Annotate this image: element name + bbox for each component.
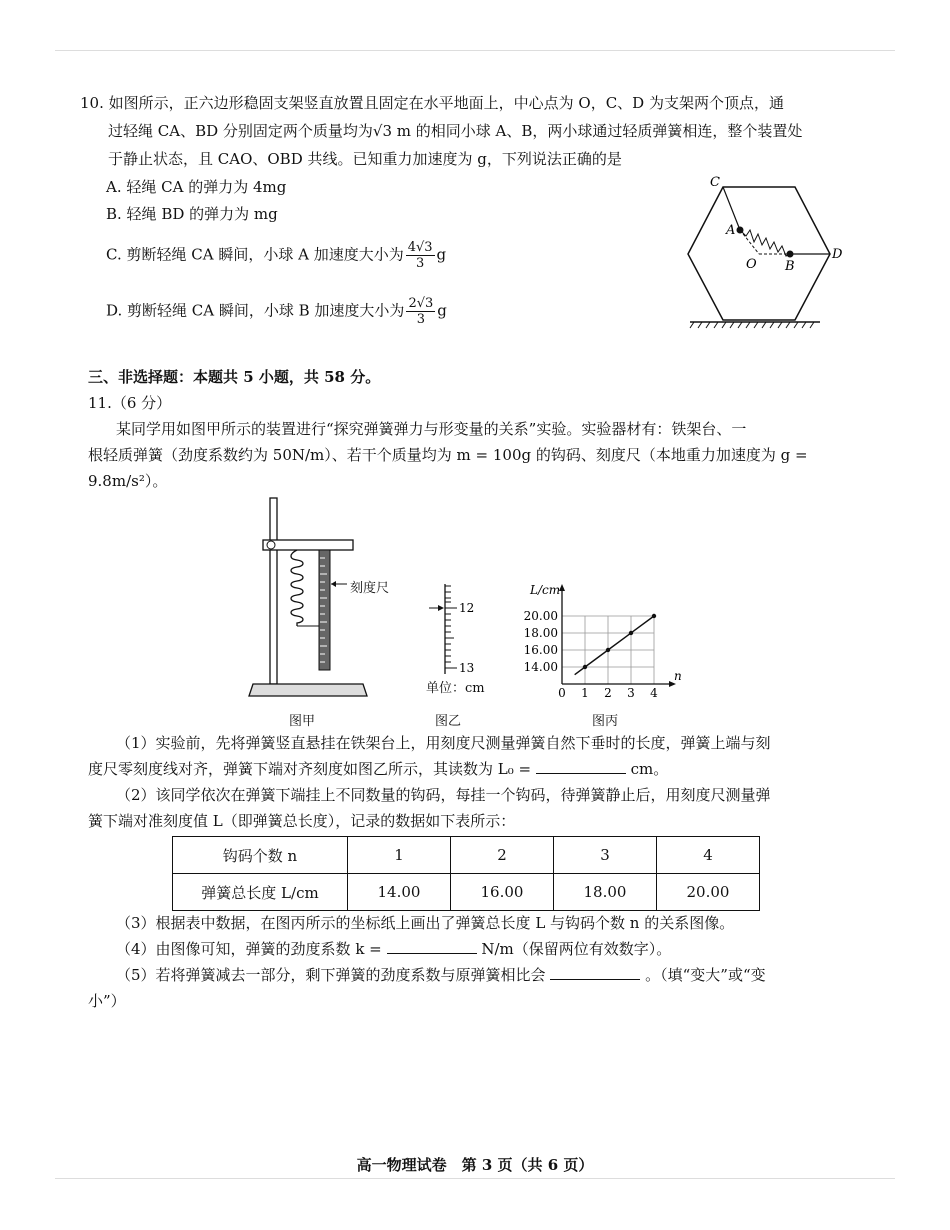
figure-yi-ruler [425,580,485,680]
x-tick-label: 3 [627,686,635,700]
bottom-rule [55,1178,895,1179]
y-tick-label: 16.00 [523,643,558,657]
table-row [173,837,760,874]
data-table [172,836,760,911]
q10-stem-line1: 10. 如图所示，正六边形稳固支架竖直放置且固定在水平地面上，中心点为 O，C、D 为支架两个顶点，通 [80,94,784,112]
q11-part1-text: 度尺零刻度线对齐，弹簧下端对齐刻度如图乙所示，其读数为 L₀ = [88,760,532,778]
table-row [173,874,760,911]
q11-part2-line2: 簧下端对准刻度值 L（即弹簧总长度），记录的数据如下表所示： [88,812,516,830]
q10-option-d-text: D. 剪断轻绳 CA 瞬间，小球 B 加速度大小为 [106,301,405,320]
table-cell: 3 [554,837,657,874]
arrow-icon [438,605,444,611]
q10-option-d-tail: g [437,301,447,320]
tick-13: 13 [459,661,475,675]
answer-blank-l0[interactable] [536,759,626,774]
q11-part5-text: （5）若将弹簧减去一部分，剩下弹簧的劲度系数与原弹簧相比会 [116,966,546,984]
q10-stem-line2: 过轻绳 CA、BD 分别固定两个质量均为√3 m 的相同小球 A、B，两小球通过轻质弹簧相连，整个装置处 [108,122,803,140]
label-o: O [746,257,757,272]
q10-option-c [106,240,446,271]
y-tick-label: 20.00 [523,609,558,623]
stand-rod [270,498,277,684]
figure-yi-unit: 单位：cm [426,681,485,696]
figure-bing-caption: 图丙 [592,714,619,729]
q10-option-d [106,296,447,327]
arrow-icon [331,581,336,587]
label-a: A [726,223,736,238]
table-cell: 14.00 [348,874,451,911]
spring-ab [740,230,790,256]
frac-numerator: 4√3 [407,240,433,255]
row-header-n: 钩码个数 n [173,837,348,874]
q11-part5-line2: 小”） [88,992,126,1010]
table-cell: 4 [657,837,760,874]
q10-option-a: A. 轻绳 CA 的弹力为 4mg [106,178,287,196]
figure-bing-chart [500,580,700,700]
q11-intro-line3: 9.8m/s²）。 [88,472,168,490]
q11-part1-line1: （1）实验前，先将弹簧竖直悬挂在铁架台上，用刻度尺测量弹簧自然下垂时的长度，弹簧上端与刻 [116,734,771,752]
data-point [583,665,587,669]
y-tick-label: 18.00 [523,626,558,640]
figure-jia-caption: 图甲 [289,714,316,729]
table-cell: 1 [348,837,451,874]
q10-option-c-text: C. 剪断轻绳 CA 瞬间，小球 A 加速度大小为 [106,245,404,264]
answer-blank-k[interactable] [387,939,477,954]
label-d: D [832,247,843,262]
q11-part5 [116,964,766,986]
q11-part2-line1: （2）该同学依次在弹簧下端挂上不同数量的钩码，每挂一个钩码，待弹簧静止后，用刻度尺测量弹 [116,786,771,804]
line-ao [740,230,759,254]
q10-option-c-fraction [406,240,435,271]
answer-blank-change[interactable] [550,965,640,980]
q11-intro-line1: 某同学用如图甲所示的装置进行“探究弹簧弹力与形变量的关系”实验。实验器材有：铁架台、一 [116,420,747,438]
q11-part1-line2 [88,758,668,780]
label-c: C [710,175,720,190]
figure-yi-caption: 图乙 [435,714,462,729]
y-axis-label: L/cm [530,583,561,597]
ball-a [737,227,744,234]
row-header-l: 弹簧总长度 L/cm [173,874,348,911]
q10-stem-line3: 于静止状态，且 CAO、OBD 共线。已知重力加速度为 g，下列说法正确的是 [108,150,622,168]
hanging-spring [291,550,303,626]
ruler-body [319,550,330,670]
tick-12: 12 [459,601,475,615]
x-tick-label: 4 [650,686,658,700]
table-cell: 16.00 [451,874,554,911]
x-axis-label: n [674,669,682,683]
q11-part4 [116,938,671,960]
ruler-yi-ticks [445,586,457,668]
ball-b [787,251,794,258]
clamp-arm [263,540,353,550]
hexagon-figure [670,172,860,332]
q10-option-c-tail: g [436,245,447,264]
q11-part3: （3）根据表中数据，在图丙所示的坐标纸上画出了弹簧总长度 L 与钩码个数 n 的关系图像。 [116,914,735,932]
stand-base [249,684,367,696]
ruler-label: 刻度尺 [350,581,390,596]
y-tick-label: 14.00 [523,660,558,674]
x-tick-label: 1 [581,686,589,700]
q11-part1-unit: cm。 [630,760,669,778]
frac-numerator: 2√3 [408,296,434,311]
ground-hatch [690,322,814,328]
q11-number: 11.（6 分） [88,394,172,412]
q11-part4-text: （4）由图像可知，弹簧的劲度系数 k = [116,940,382,958]
q10-option-d-fraction [406,296,435,327]
frac-denominator: 3 [415,256,425,271]
q11-part4-tail: N/m（保留两位有效数字）。 [481,940,672,958]
frac-denominator: 3 [416,312,425,327]
data-point [629,631,633,635]
q11-intro-line2: 根轻质弹簧（劲度系数约为 50N/m）、若干个质量均为 m = 100g 的钩码、刻度尺（本地重力加速度为 g = [88,446,808,464]
q11-part5-tail: 。（填“变大”或“变 [645,966,766,984]
figure-jia-apparatus [245,496,375,706]
section-3-heading: 三、非选择题：本题共 5 小题，共 58 分。 [88,368,381,386]
data-point [606,648,610,652]
data-point [652,614,656,618]
top-rule [55,50,895,51]
table-cell: 2 [451,837,554,874]
x-tick-label: 2 [604,686,612,700]
page-footer: 高一物理试卷 第 3 页（共 6 页） [356,1156,594,1174]
table-cell: 18.00 [554,874,657,911]
x-tick-label: 0 [558,686,566,700]
q10-option-b: B. 轻绳 BD 的弹力为 mg [106,205,278,223]
label-b: B [785,259,795,274]
table-cell: 20.00 [657,874,760,911]
